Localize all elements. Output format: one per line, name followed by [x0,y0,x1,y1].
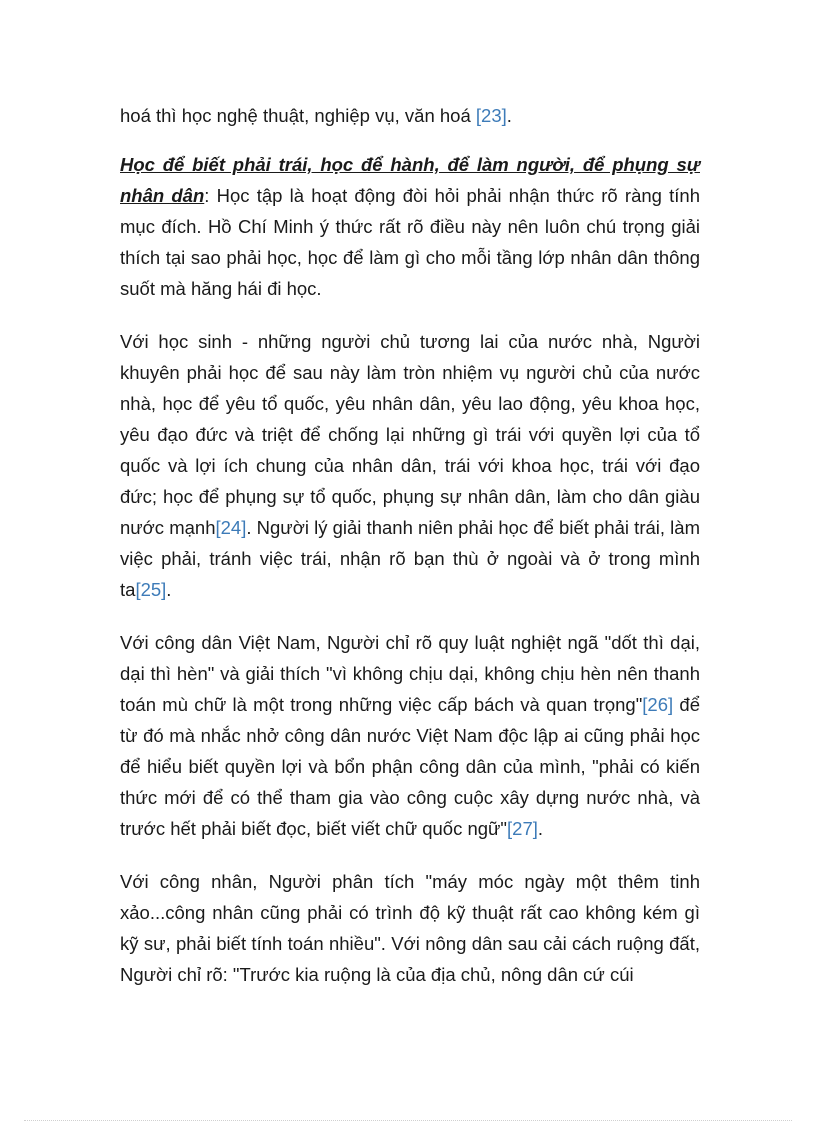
paragraph-4-text-continued: để từ đó mà nhắc nhở công dân nước Việt Nam độc lập ai cũng phải học để hiểu biết quyền lợi và bổn phận công dân của mình, "phải có kiến thức mới để có thể tham gia vào công cuộc xây dựng nước nhà, và trước hết phải biết đọc, biết viết chữ quốc ngữ" [120,694,701,839]
paragraph-1-text: hoá thì học nghệ thuật, nghiệp vụ, văn hoá [120,105,476,126]
citation-24-link[interactable]: [24] [215,517,247,538]
document-body [120,100,700,1012]
paragraph-3 [120,326,700,605]
paragraph-4 [120,627,700,844]
paragraph-1-end: . [506,105,512,126]
paragraph-5-text: Với công nhân, Người phân tích "máy móc ngày một thêm tinh xảo...công nhân cũng phải có trình độ kỹ thuật rất cao không kém gì kỹ sư, phải biết tính toán nhiều". Với nông dân sau cải cách ruộng đất, Người chỉ rõ: "Trước kia ruộng là của địa chủ, nông dân cứ cúi [120,871,700,985]
paragraph-3-text: Với học sinh - những người chủ tương lai của nước nhà, Người khuyên phải học để sau này làm tròn nhiệm vụ người chủ của nước nhà, học để yêu tổ quốc, yêu nhân dân, yêu lao động, yêu khoa học, yêu đạo đức và triệt để chống lại những gì trái với quyền lợi của tổ quốc và lợi ích chung của nhân dân, trái với khoa học, trái với đạo đức; học để phụng sự tổ quốc, phụng sự nhân dân, làm cho dân giàu nước mạnh [120,331,700,538]
section-heading: Học để biết phải trái, học để hành, để làm người, để phụng sự nhân dân [120,154,700,206]
paragraph-2 [120,149,700,304]
paragraph-2-text: : Học tập là hoạt động đòi hỏi phải nhận thức rõ ràng tính mục đích. Hồ Chí Minh ý thức rất rõ điều này nên luôn chú trọng giải thích tại sao phải học, học để làm gì cho mỗi tầng lớp nhân dân thông suốt mà hăng hái đi học. [120,185,700,299]
citation-23-link[interactable]: [23] [475,105,507,126]
paragraph-4-end: . [537,818,544,839]
paragraph-5 [120,866,700,990]
citation-25-link[interactable]: [25] [135,579,167,600]
paragraph-1 [120,100,700,131]
paragraph-3-text-continued: . Người lý giải thanh niên phải học để biết phải trái, làm việc phải, tránh việc trái, nhận rõ bạn thù ở ngoài và ở trong mình ta [120,517,700,600]
paragraph-3-end: . [166,579,172,600]
citation-26-link[interactable]: [26] [642,694,674,715]
citation-27-link[interactable]: [27] [507,818,538,839]
page-bottom-divider [24,1120,792,1121]
paragraph-4-text: Với công dân Việt Nam, Người chỉ rõ quy luật nghiệt ngã "dốt thì dại, dại thì hèn" và giải thích "vì không chịu dại, không chịu hèn nên thanh toán mù chữ là một trong những việc cấp bách và quan trọng" [120,632,700,715]
